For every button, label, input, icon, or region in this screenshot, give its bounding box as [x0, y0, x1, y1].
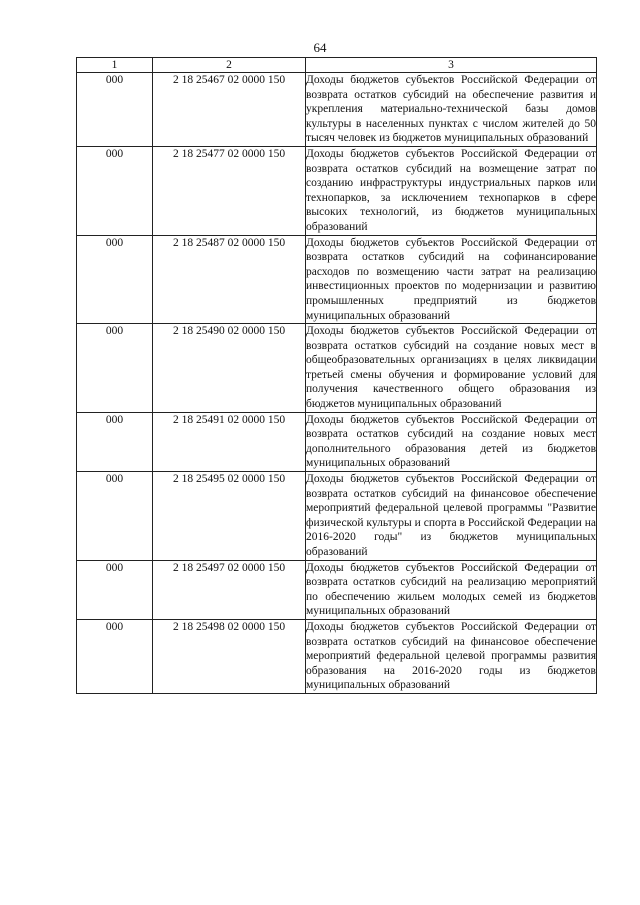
- kbk-code-cell: 2 18 25491 02 0000 150: [153, 412, 306, 471]
- admin-code-cell: 000: [77, 146, 153, 235]
- header-col-2: 2: [153, 58, 306, 73]
- admin-code-cell: 000: [77, 619, 153, 693]
- kbk-code-cell: 2 18 25490 02 0000 150: [153, 324, 306, 413]
- table-body: [77, 73, 597, 694]
- table-row: [77, 146, 597, 235]
- header-row: [77, 58, 597, 73]
- admin-code-cell: 000: [77, 412, 153, 471]
- admin-code-cell: 000: [77, 235, 153, 324]
- header-col-1: 1: [77, 58, 153, 73]
- description-cell: Доходы бюджетов субъектов Российской Федерации от возврата остатков субсидий на софинансирование расходов по возмещению части затрат на реализацию инвестиционных проектов по модернизации и развитию промышленных предприятий из бюджетов муниципальных образований: [306, 235, 597, 324]
- kbk-code-cell: 2 18 25477 02 0000 150: [153, 146, 306, 235]
- table-row: [77, 235, 597, 324]
- table-row: [77, 412, 597, 471]
- admin-code-cell: 000: [77, 472, 153, 561]
- table-header: [77, 58, 597, 73]
- description-cell: Доходы бюджетов субъектов Российской Федерации от возврата остатков субсидий на создание новых мест дополнительного образования детей из бюджетов муниципальных образований: [306, 412, 597, 471]
- kbk-code-cell: 2 18 25487 02 0000 150: [153, 235, 306, 324]
- header-col-3: 3: [306, 58, 597, 73]
- table-row: [77, 472, 597, 561]
- description-cell: Доходы бюджетов субъектов Российской Федерации от возврата остатков субсидий на создание новых мест в общеобразовательных организациях в целях ликвидации третьей смены обучения и формирование условий для получения качественного общего образования из бюджетов муниципальных образований: [306, 324, 597, 413]
- page-number: 64: [313, 40, 327, 55]
- admin-code-cell: 000: [77, 324, 153, 413]
- admin-code-cell: 000: [77, 560, 153, 619]
- kbk-code-cell: 2 18 25467 02 0000 150: [153, 73, 306, 147]
- description-cell: Доходы бюджетов субъектов Российской Федерации от возврата остатков субсидий на возмещение затрат по созданию инфраструктуры индустриальных парков или технопарков, за исключением технопарков в сфере высоких технологий, из бюджетов муниципальных образований: [306, 146, 597, 235]
- revenue-codes-table: [76, 57, 597, 694]
- description-cell: Доходы бюджетов субъектов Российской Федерации от возврата остатков субсидий на реализацию мероприятий по обеспечению жильем молодых семей из бюджетов муниципальных образований: [306, 560, 597, 619]
- description-cell: Доходы бюджетов субъектов Российской Федерации от возврата остатков субсидий на обеспечение развития и укрепления материально-технической базы домов культуры в населенных пунктах с числом жителей до 50 тысяч человек из бюджетов муниципальных образований: [306, 73, 597, 147]
- description-cell: Доходы бюджетов субъектов Российской Федерации от возврата остатков субсидий на финансовое обеспечение мероприятий федеральной целевой программы "Развитие физической культуры и спорта в Российской Федерации на 2016-2020 годы" из бюджетов муниципальных образований: [306, 472, 597, 561]
- kbk-code-cell: 2 18 25495 02 0000 150: [153, 472, 306, 561]
- description-cell: Доходы бюджетов субъектов Российской Федерации от возврата остатков субсидий на финансовое обеспечение мероприятий федеральной целевой программы развития образования на 2016-2020 годы из бюджетов муниципальных образований: [306, 619, 597, 693]
- kbk-code-cell: 2 18 25497 02 0000 150: [153, 560, 306, 619]
- table-row: [77, 619, 597, 693]
- table-row: [77, 324, 597, 413]
- admin-code-cell: 000: [77, 73, 153, 147]
- table-row: [77, 73, 597, 147]
- table-row: [77, 560, 597, 619]
- kbk-code-cell: 2 18 25498 02 0000 150: [153, 619, 306, 693]
